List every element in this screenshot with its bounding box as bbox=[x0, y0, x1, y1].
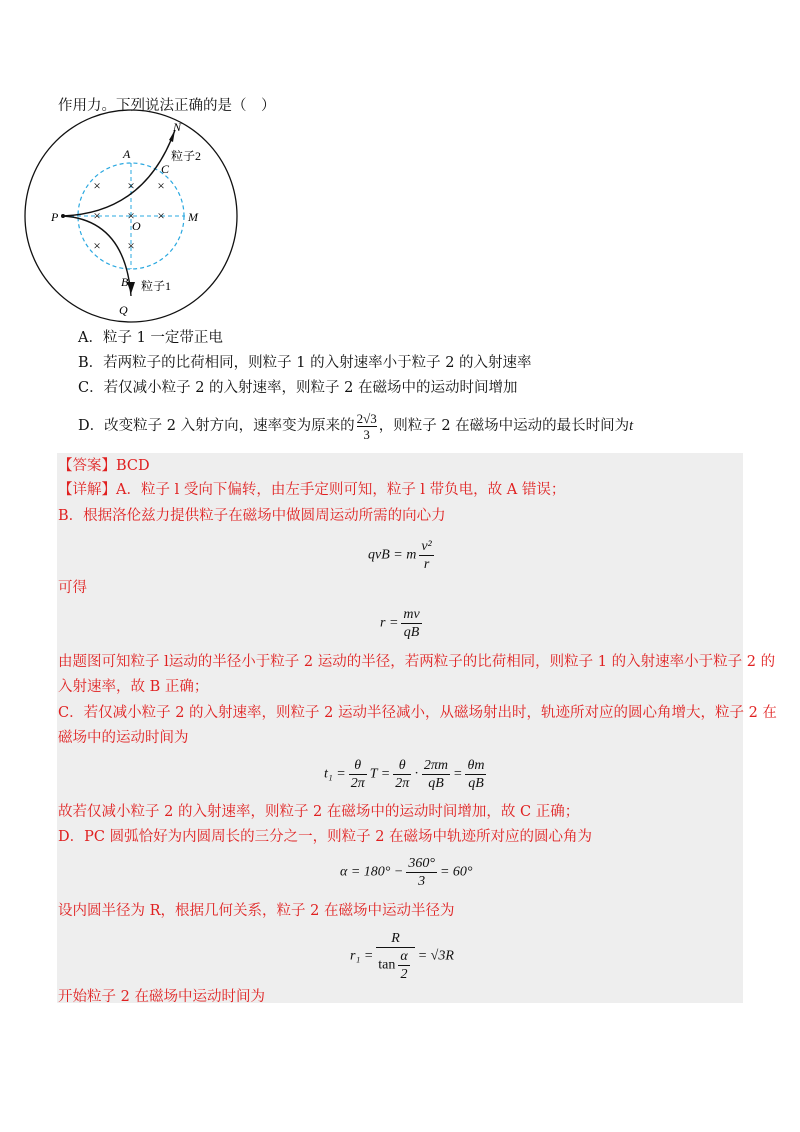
equation-radius bbox=[380, 606, 425, 641]
label-a: A bbox=[123, 147, 131, 161]
eq4-fraction bbox=[406, 855, 437, 890]
option-c: C．若仅减小粒子 2 的入射速率，则粒子 2 在磁场中的运动时间增加 bbox=[78, 380, 518, 396]
eq3-f4-den: qB bbox=[468, 776, 484, 791]
eq3-eq: = bbox=[453, 766, 463, 782]
eq3-f3-den: qB bbox=[428, 776, 444, 791]
option-d-frac-den: 3 bbox=[363, 426, 370, 442]
label-q: Q bbox=[119, 303, 128, 317]
eq5-den-tan: tan bbox=[378, 957, 396, 973]
field-mark: × bbox=[157, 178, 165, 193]
magnetic-field-diagram bbox=[51, 118, 255, 318]
option-d-frac-num: 2√3 bbox=[356, 410, 377, 426]
eq2-fraction bbox=[401, 606, 421, 641]
field-mark: × bbox=[127, 238, 135, 253]
detail-d3: 开始粒子 2 在磁场中运动时间为 bbox=[58, 989, 265, 1005]
eq2-left: r = bbox=[380, 615, 399, 631]
detail-d2: 设内圆半径为 R，根据几何关系，粒子 2 在磁场中运动半径为 bbox=[58, 903, 455, 919]
option-d-fraction bbox=[357, 411, 377, 442]
eq3-f2-den: 2π bbox=[395, 776, 410, 791]
label-particle2: 粒子2 bbox=[171, 149, 202, 163]
option-a: A．粒子 1 一定带正电 bbox=[78, 330, 223, 346]
label-p: P bbox=[51, 210, 59, 224]
question-intro: 作用力。下列说法正确的是（ ） bbox=[58, 98, 276, 114]
eq3-f1-num: θ bbox=[349, 757, 367, 775]
eq5-right: = √3R bbox=[417, 948, 454, 964]
eq3-frac2 bbox=[393, 757, 411, 792]
label-n: N bbox=[173, 120, 182, 134]
eq3-f3-num: 2πm bbox=[423, 758, 449, 773]
eq2-num: mv bbox=[403, 607, 420, 622]
detail-c-line2: 磁场中的运动时间为 bbox=[58, 730, 189, 746]
field-mark: × bbox=[127, 178, 135, 193]
eq4-left: α = 180° − bbox=[340, 864, 404, 880]
eq3-t: T = bbox=[369, 766, 391, 782]
option-d-prefix: D．改变粒子 2 入射方向，速率变为原来的 bbox=[78, 418, 355, 434]
eq3-frac3 bbox=[422, 757, 450, 792]
label-o: O bbox=[132, 219, 141, 233]
eq3-f1-den: 2π bbox=[350, 776, 365, 791]
equation-angle bbox=[340, 855, 473, 890]
eq3-frac4 bbox=[465, 757, 486, 792]
eq5-num: R bbox=[376, 930, 414, 948]
label-m: M bbox=[188, 210, 198, 224]
eq3-f2-num: θ bbox=[393, 757, 411, 775]
eq4-den: 3 bbox=[418, 874, 426, 889]
eq2-den: qB bbox=[403, 625, 420, 640]
detail-c-line1: C．若仅减小粒子 2 的入射速率，则粒子 2 运动半径减小，从磁场射出时，轨迹所对应的圆心角增大，粒子 2 在 bbox=[58, 705, 777, 721]
option-d-suffix: ，则粒子 2 在磁场中运动的最长时间为 bbox=[378, 418, 630, 434]
field-mark: × bbox=[157, 208, 165, 223]
particle2-trajectory bbox=[63, 130, 175, 216]
eq1-num: v² bbox=[421, 539, 432, 554]
detail-c-conclusion: 故若仅减小粒子 2 的入射速率，则粒子 2 在磁场中的运动时间增加，故 C 正确； bbox=[58, 804, 580, 820]
detail-b: B．根据洛伦兹力提供粒子在磁场中做圆周运动所需的向心力 bbox=[58, 508, 446, 524]
eq1-left: qvB = m bbox=[368, 547, 417, 563]
eq3-f4-num: θm bbox=[467, 758, 485, 773]
detail-d: D．PC 圆弧恰好为内圆周长的三分之一，则粒子 2 在磁场中轨迹所对应的圆心角为 bbox=[58, 829, 593, 845]
label-c: C bbox=[161, 162, 170, 176]
option-b: B．若两粒子的比荷相同，则粒子 1 的入射速率小于粒子 2 的入射速率 bbox=[78, 355, 532, 371]
eq1-den: r bbox=[423, 557, 430, 572]
eq3-lhs: t₁ = bbox=[324, 766, 346, 782]
field-mark: × bbox=[93, 178, 101, 193]
eq5-den-fraction bbox=[398, 948, 409, 983]
eq3-dot: · bbox=[414, 766, 419, 782]
eq1-fraction bbox=[419, 538, 433, 573]
eq5-den-den: 2 bbox=[400, 967, 408, 982]
detail-a: 【详解】A．粒子 l 受向下偏转，由左手定则可知，粒子 l 带负电，故 A 错误； bbox=[58, 482, 566, 498]
option-d bbox=[78, 408, 633, 444]
equation-time bbox=[324, 757, 489, 792]
answer-line: 【答案】BCD bbox=[58, 458, 150, 474]
point-p bbox=[61, 214, 65, 218]
option-d-var: t bbox=[629, 418, 634, 434]
eq3-frac1 bbox=[349, 757, 367, 792]
eq5-den bbox=[376, 948, 414, 983]
field-mark: × bbox=[93, 208, 101, 223]
field-mark: × bbox=[127, 208, 135, 223]
eq4-num: 360° bbox=[408, 856, 435, 871]
field-mark: × bbox=[93, 238, 101, 253]
equation-radius2 bbox=[350, 930, 454, 983]
eq5-den-num: α bbox=[400, 949, 408, 964]
detail-b2-line1: 由题图可知粒子 l运动的半径小于粒子 2 运动的半径，若两粒子的比荷相同，则粒子 1 的入射速率小于粒子 2 的 bbox=[58, 654, 776, 670]
detail-b2-line2: 入射速率，故 B 正确； bbox=[58, 679, 209, 695]
equation-lorentz bbox=[368, 538, 437, 573]
eq5-left: r₁ = bbox=[350, 948, 374, 964]
eq4-right: = 60° bbox=[439, 864, 473, 880]
label-b: B bbox=[121, 275, 129, 289]
eq5-fraction bbox=[376, 930, 414, 983]
text-kede: 可得 bbox=[58, 580, 87, 596]
label-particle1: 粒子1 bbox=[141, 279, 172, 293]
